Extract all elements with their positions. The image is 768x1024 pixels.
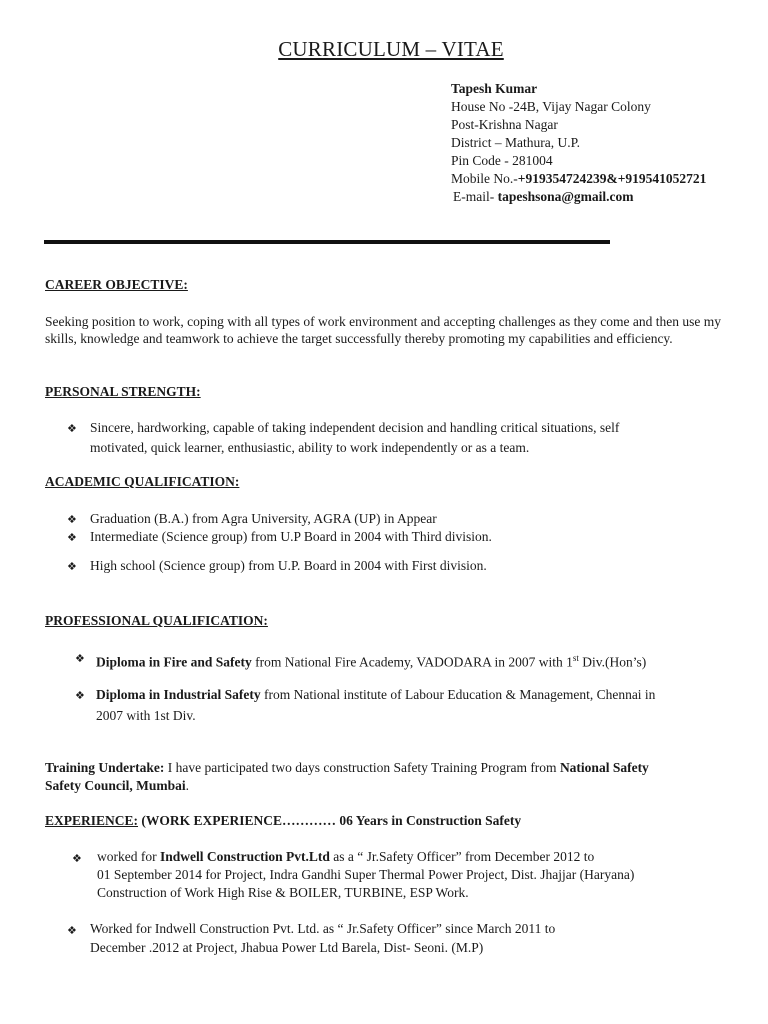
personal-strength-line-1: Sincere, hardworking, capable of taking independent decision and handling critical situations, self [90,420,620,435]
training-line-1 [45,759,649,777]
training-org-1: National Safety [559,760,649,775]
professional-heading: PROFESSIONAL QUALIFICATION: [45,613,268,628]
job-2-line-2: December .2012 at Project, Jhabua Power Ltd Barela, Dist- Seoni. (M.P) [90,940,484,955]
experience-summary: (WORK EXPERIENCE………… 06 Years in Construction Safety [138,813,522,828]
academic-item-2: Intermediate (Science group) from U.P Board in 2004 with Third division. [90,529,492,544]
training-org-2: Safety Council, Mumbai [45,778,186,793]
job-1-line-3: Construction of Work High Rise & BOILER, TURBINE, ESP Work. [97,885,469,900]
job-2-line-1: Worked for Indwell Construction Pvt. Ltd. as “ Jr.Safety Officer” since March 2011 to [90,921,556,936]
professional-item-2 [96,685,655,705]
bullet-icon: ❖ [67,513,77,526]
bullet-icon: ❖ [67,531,77,544]
diploma-industrial-safety: Diploma in Industrial Safety [96,687,261,702]
academic-item-1: Graduation (B.A.) from Agra University, AGRA (UP) in Appear [90,511,437,526]
address-line-3: District – Mathura, U.P. [451,135,580,150]
bullet-icon: ❖ [72,852,82,865]
email-line [453,188,706,206]
academic-heading: ACADEMIC QUALIFICATION: [45,474,240,489]
training-text: I have participated two days construction Safety Training Program from [164,760,560,775]
bullet-icon: ❖ [75,689,85,702]
professional-item-1-tail: Div.(Hon’s) [578,654,647,670]
experience-heading-line [45,813,521,829]
pin-code: Pin Code - 281004 [451,153,553,168]
header-divider [44,240,610,244]
job-1-company: Indwell Construction Pvt.Ltd [159,849,330,864]
professional-item-2-line-2: 2007 with 1st Div. [96,708,196,723]
contact-block [451,80,706,206]
bullet-icon: ❖ [67,924,77,937]
bullet-icon: ❖ [75,652,85,665]
address-line-2: Post-Krishna Nagar [451,117,558,132]
career-objective-text: Seeking position to work, coping with all types of work environment and accepting challenges as they come and then use my skills, knowledge and teamwork to achieve the target successfully thereby promoting my capabilities and efficiency. [45,314,721,346]
candidate-name: Tapesh Kumar [451,81,538,96]
professional-item-2-text: from National institute of Labour Education & Management, Chennai in [260,687,656,702]
diploma-fire-safety: Diploma in Fire and Safety [96,654,252,670]
professional-item-1 [96,648,646,673]
mobile-label: Mobile No.- [451,171,518,186]
ordinal-suffix: st [572,653,579,663]
personal-strength-heading: PERSONAL STRENGTH: [45,384,201,399]
professional-item-1-text: from National Fire Academy, VADODARA in 2007 with 1 [251,654,573,670]
mobile-line [451,170,706,188]
document-title: CURRICULUM – VITAE [278,37,504,61]
address-line-1: House No -24B, Vijay Nagar Colony [451,99,651,114]
email-label: E-mail- [453,189,498,204]
training-tail: . [185,778,190,793]
mobile-number: +919354724239&+919541052721 [517,171,707,186]
training-line-2 [45,777,189,795]
job-1-line-1 [97,848,594,866]
experience-heading: EXPERIENCE: [45,813,139,828]
training-label: Training Undertake: [45,760,165,775]
academic-item-3: High school (Science group) from U.P. Board in 2004 with First division. [90,558,487,573]
bullet-icon: ❖ [67,422,77,435]
email-address: tapeshsona@gmail.com [497,189,634,204]
job-1-line-2: 01 September 2014 for Project, Indra Gandhi Super Thermal Power Project, Dist. Jhajjar (Haryana) [97,867,635,882]
career-objective-heading: CAREER OBJECTIVE: [45,277,188,292]
job-1-post: as a “ Jr.Safety Officer” from December 2012 to [329,849,595,864]
job-1-pre: worked for [97,849,160,864]
bullet-icon: ❖ [67,560,77,573]
personal-strength-line-2: motivated, quick learner, enthusiastic, ability to work independently or as a team. [90,440,530,455]
